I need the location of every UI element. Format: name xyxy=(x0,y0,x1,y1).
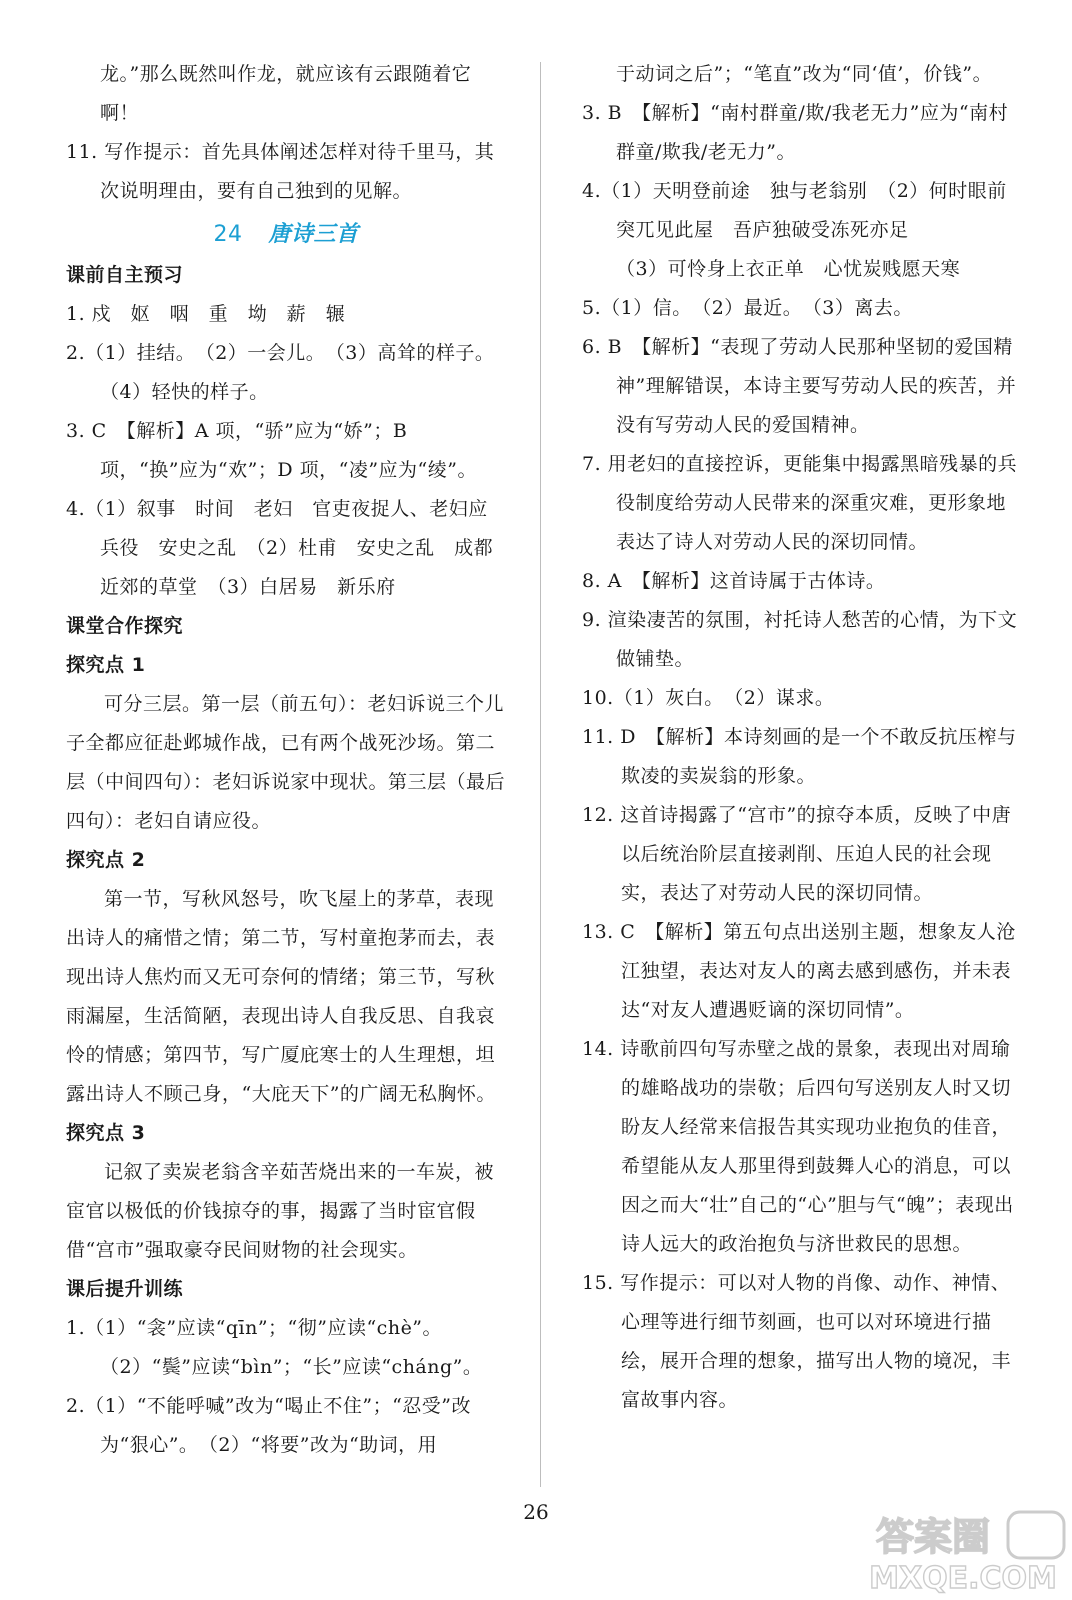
exercise-item-15: 15. 写作提示：可以对人物的肖像、动作、神情、心理等进行细节刻画，也可以对环境进行描绘，展开合理的想象，描写出人物的境况，丰富故事内容。 xyxy=(582,1272,1012,1411)
right-column xyxy=(582,55,1022,1420)
exercise-item-2: 2.（1）“不能呼喊”改为“喝止不住”；“忍受”改为“狠心”。 （2）“将要”改为“助词，用 xyxy=(66,1395,471,1456)
heading-exercises: 课后提升训练 xyxy=(66,1278,184,1300)
heading-point-2: 探究点 2 xyxy=(66,849,146,871)
text-line: 龙。”那么既然叫作龙，就应该有云跟随着它啊！ xyxy=(100,63,472,124)
text-line: 于动词之后”；“笔直”改为“同‘值’，价钱”。 xyxy=(616,63,993,85)
exercise-item-6: 6. B 【解析】“表现了劳动人民那种坚韧的爱国精神”理解错误，本诗主要写劳动人民的疾苦，并没有写劳动人民的爱国精神。 xyxy=(582,336,1017,436)
exercise-item-9: 9. 渲染凄苦的氛围，衬托诗人愁苦的心情，为下文做铺垫。 xyxy=(582,609,1018,670)
exercise-item-3: 3. B 【解析】“南村群童/欺/我老无力”应为“南村群童/欺我/老无力”。 xyxy=(582,102,1009,163)
left-column xyxy=(66,55,506,1465)
answer-item-11: 11. 写作提示：首先具体阐述怎样对待千里马，其次说明理由，要有自己独到的见解。 xyxy=(66,141,495,202)
section-title xyxy=(66,213,506,256)
svg-text:MXQE.COM: MXQE.COM xyxy=(869,1561,1057,1596)
section-name: 唐诗三首 xyxy=(268,221,359,247)
heading-inquiry: 课堂合作探究 xyxy=(66,615,184,637)
section-number: 24 xyxy=(213,222,243,247)
exercise-item-13: 13. C 【解析】第五句点出送别主题，想象友人沧江独望，表达对友人的离去感到感伤，并未表达“对友人遭遇贬谪的深切同情”。 xyxy=(582,921,1016,1021)
heading-point-1: 探究点 1 xyxy=(66,654,146,676)
answer-item-1: 1. 戍 妪 咽 重 坳 薪 辗 xyxy=(66,303,346,325)
watermark-logo xyxy=(858,1508,1068,1596)
answer-item-2: 2.（1）挂结。 （2）一会儿。 （3）高耸的样子。 （4）轻快的样子。 xyxy=(66,342,505,403)
page-number: 26 xyxy=(523,1500,549,1524)
exercise-item-10: 10.（1）灰白。 （2）谋求。 xyxy=(582,687,835,709)
answer-item-4: 4.（1）叙事 时间 老妇 官吏夜捉人、老妇应兵役 安史之乱 （2）杜甫 安史之乱 成都近郊的草堂 （3）白居易 新乐府 xyxy=(66,498,494,598)
exercise-item-1-sub: （2）“鬓”应读“bìn”；“长”应读“cháng”。 xyxy=(100,1356,483,1378)
exercise-item-4: 4.（1）天明登前途 独与老翁别 （2）何时眼前突兀见此屋 吾庐独破受冻死亦足 xyxy=(582,180,1007,241)
paragraph-point-3: 记叙了卖炭老翁含辛茹苦烧出来的一车炭，被宦官以极低的价钱掠夺的事，揭露了当时宦官假借“宫市”强取豪夺民间财物的社会现实。 xyxy=(66,1161,495,1261)
exercise-item-1: 1.（1）“衾”应读“qīn”；“彻”应读“chè”。 xyxy=(66,1317,443,1339)
paragraph-point-2: 第一节，写秋风怒号，吹飞屋上的茅草，表现出诗人的痛惜之情；第二节，写村童抱茅而去，表现出诗人焦灼而又无可奈何的情绪；第三节，写秋雨漏屋，生活简陋，表现出诗人自我反思、自我哀怜的情感；第四节，写广厦庇寒士的人生理想，坦露出诗人不顾己身，“大庇天下”的广阔无私胸怀。 xyxy=(66,888,496,1105)
exercise-item-7: 7. 用老妇的直接控诉，更能集中揭露黑暗残暴的兵役制度给劳动人民带来的深重灾难，更形象地表达了诗人对劳动人民的深切同情。 xyxy=(582,453,1018,553)
svg-text:答案圈: 答案圈 xyxy=(875,1515,991,1559)
heading-point-3: 探究点 3 xyxy=(66,1122,146,1144)
exercise-item-14: 14. 诗歌前四句写赤壁之战的景象，表现出对周瑜的雄略战功的崇敬；后四句写送别友人时又切盼友人经常来信报告其实现功业抱负的佳音，希望能从友人那里得到鼓舞人心的消息，可以因之而大“壮”自己的“心”胆与气“魄”；表现出诗人远大的政治抱负与济世救民的思想。 xyxy=(582,1038,1014,1255)
exercise-item-8: 8. A 【解析】这首诗属于古体诗。 xyxy=(582,570,886,592)
paragraph-point-1: 可分三层。第一层（前五句）：老妇诉说三个儿子全都应征赴邺城作战，已有两个战死沙场。第二层（中间四句）：老妇诉说家中现状。第三层（最后四句）：老妇自请应役。 xyxy=(66,693,506,832)
exercise-item-5: 5.（1）信。 （2）最近。 （3）离去。 xyxy=(582,297,913,319)
exercise-item-12: 12. 这首诗揭露了“宫市”的掠夺本质，反映了中唐以后统治阶层直接剥削、压迫人民的社会现实，表达了对劳动人民的深切同情。 xyxy=(582,804,1012,904)
exercise-item-11: 11. D 【解析】本诗刻画的是一个不敢反抗压榨与欺凌的卖炭翁的形象。 xyxy=(582,726,1017,787)
heading-preview: 课前自主预习 xyxy=(66,264,184,286)
column-divider xyxy=(540,62,541,1487)
answer-item-3: 3. C 【解析】A 项，“骄”应为“娇”；B 项，“换”应为“欢”；D 项，“凌”应为“绫”。 xyxy=(66,420,477,481)
exercise-item-4-sub: （3）可怜身上衣正单 心忧炭贱愿天寒 xyxy=(616,258,961,280)
